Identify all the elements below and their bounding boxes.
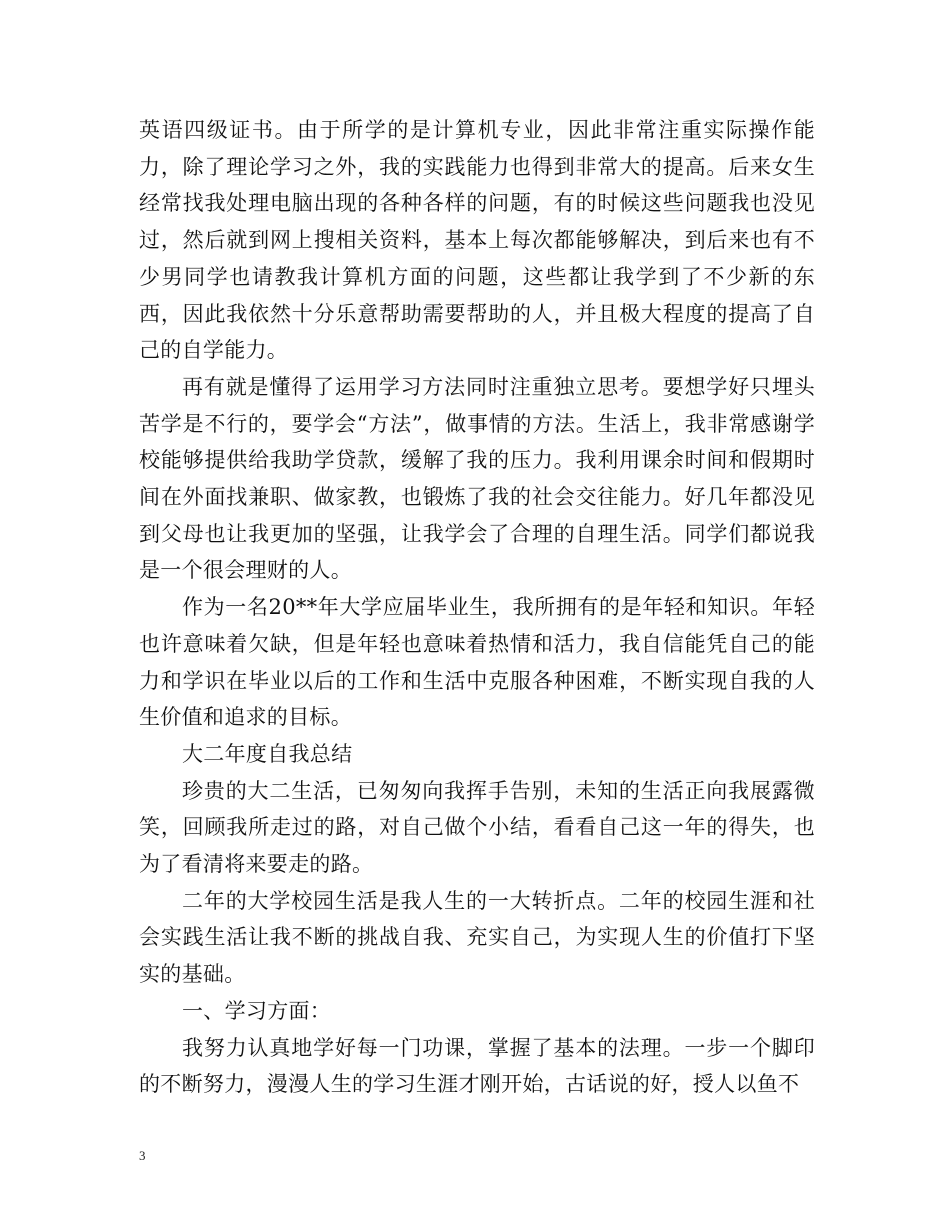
- document-body: [139, 112, 815, 1103]
- paragraph: 我努力认真地学好每一门功课，掌握了基本的法理。一步一个脚印的不断努力，漫漫人生的学习生涯才刚开始，古话说的好，授人以鱼不: [139, 1035, 815, 1097]
- subsection-heading: 一、学习方面：: [182, 998, 332, 1023]
- paragraph: 再有就是懂得了运用学习方法同时注重独立思考。要想学好只埋头苦学是不行的，要学会“方法”，做事情的方法。生活上，我非常感谢学校能够提供给我助学贷款，缓解了我的压力。我利用课余时间和假期时间在外面找兼职、做家教，也锻炼了我的社会交往能力。好几年都没见到父母也让我更加的坚强，让我学会了合理的自理生活。同学们都说我是一个很会理财的人。: [139, 374, 815, 583]
- paragraph: 英语四级证书。由于所学的是计算机专业，因此非常注重实际操作能力，除了理论学习之外，我的实践能力也得到非常大的提高。后来女生经常找我处理电脑出现的各种各样的问题，有的时候这些问题我也没见过，然后就到网上搜相关资料，基本上每次都能够解决，到后来也有不少男同学也请教我计算机方面的问题，这些都让我学到了不少新的东西，因此我依然十分乐意帮助需要帮助的人，并且极大程度的提高了自己的自学能力。: [139, 118, 815, 363]
- paragraph: 珍贵的大二生活，已匆匆向我挥手告别，未知的生活正向我展露微笑，回顾我所走过的路，对自己做个小结，看看自己这一年的得失，也为了看清将来要走的路。: [139, 778, 815, 877]
- paragraph: 二年的大学校园生活是我人生的一大转折点。二年的校园生涯和社会实践生活让我不断的挑战自我、充实自己，为实现人生的价值打下坚实的基础。: [139, 888, 815, 987]
- page-number: 3: [139, 1148, 146, 1163]
- paragraph: 作为一名20**年大学应届毕业生，我所拥有的是年轻和知识。年轻也许意味着欠缺，但是年轻也意味着热情和活力，我自信能凭自己的能力和学识在毕业以后的工作和生活中克服各种困难，不断实现自我的人生价值和追求的目标。: [139, 595, 815, 730]
- section-heading: 大二年度自我总结: [182, 741, 353, 766]
